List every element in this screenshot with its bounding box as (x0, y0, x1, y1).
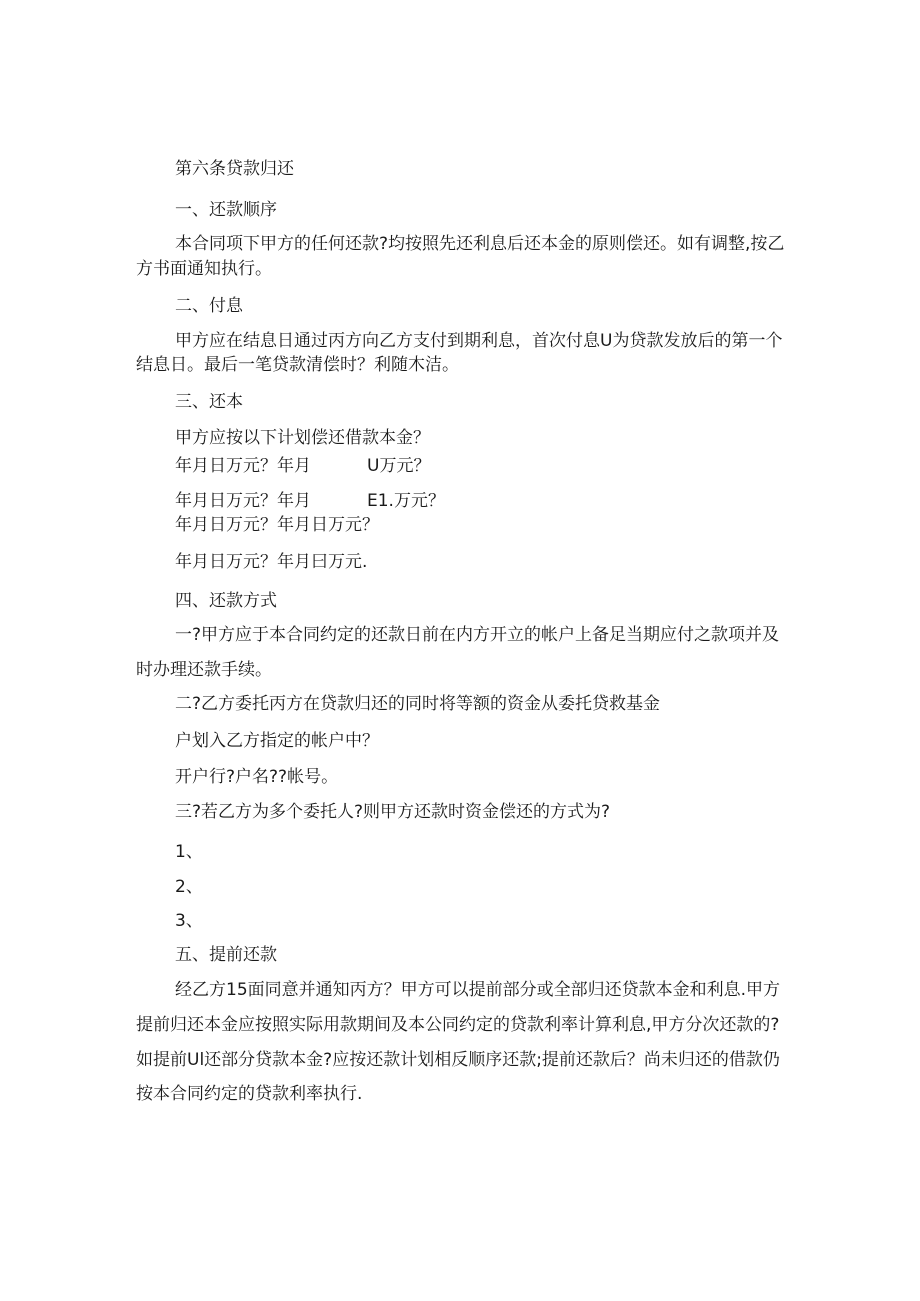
paragraph-line: 结息日。最后一笔贷款清偿时？利随木洁。 (136, 355, 459, 375)
schedule-row-right: E1.万元？ (367, 491, 445, 511)
paragraph-line: 户划入乙方指定的帐户中？ (175, 731, 379, 751)
article-title: 第六条贷款归还 (175, 159, 294, 179)
schedule-row (175, 490, 575, 512)
section-heading-interest: 二、付息 (175, 296, 243, 316)
paragraph-line: 甲方应在结息日通过丙方向乙方支付到期利息，首次付息U为贷款发放后的第一个 (175, 331, 783, 351)
paragraph-line: 一?甲方应于本合同约定的还款日前在内方开立的帐户上备足当期应付之款项并及 (175, 625, 780, 645)
schedule-row: 年月日万元？年月日万元？ (175, 515, 379, 535)
schedule-row: 年月日万元？年月曰万元. (175, 552, 368, 572)
schedule-row-left: 年月日万元？年月 (175, 456, 311, 476)
section-heading-prepayment: 五、提前还款 (175, 945, 277, 965)
section-heading-repayment-order: 一、还款顺序 (175, 200, 277, 220)
paragraph-line: 三?若乙方为多个委托人?则甲方还款时资金偿还的方式为? (175, 802, 611, 822)
paragraph-line: 甲方应按以下计划偿还借款本金？ (175, 428, 430, 448)
paragraph-line: 本合同项下甲方的任何还款?均按照先还利息后还本金的原则偿还。如有调整,按乙 (175, 234, 785, 254)
paragraph-line: 时办理还款手续。 (136, 660, 272, 680)
paragraph-line: 开户行?户名??帐号。 (175, 767, 339, 787)
paragraph-line: 二?乙方委托丙方在贷款归还的同时将等额的资金从委托贷救基金 (175, 694, 661, 714)
schedule-row-left: 年月日万元？年月 (175, 491, 311, 511)
list-item: 1、 (175, 842, 203, 862)
schedule-row (175, 455, 575, 477)
section-heading-principal: 三、还本 (175, 392, 243, 412)
list-item: 3、 (175, 911, 203, 931)
paragraph-line: 方书面通知执行。 (136, 259, 272, 279)
paragraph-line: 按本合同约定的贷款利率执行. (136, 1084, 363, 1104)
section-heading-repayment-method: 四、还款方式 (175, 591, 277, 611)
paragraph-line: 提前归还本金应按照实际用款期间及本公同约定的贷款利率计算利息,甲方分次还款的? (136, 1015, 780, 1035)
list-item: 2、 (175, 877, 203, 897)
paragraph-line: 经乙方15面同意并通知丙方？甲方可以提前部分或全部归还贷款本金和利息.甲方 (175, 980, 781, 1000)
schedule-row-right: U万元？ (367, 456, 431, 476)
paragraph-line: 如提前Ul还部分贷款本金?应按还款计划相反顺序还款;提前还款后？尚未归还的借款仍 (136, 1050, 780, 1070)
